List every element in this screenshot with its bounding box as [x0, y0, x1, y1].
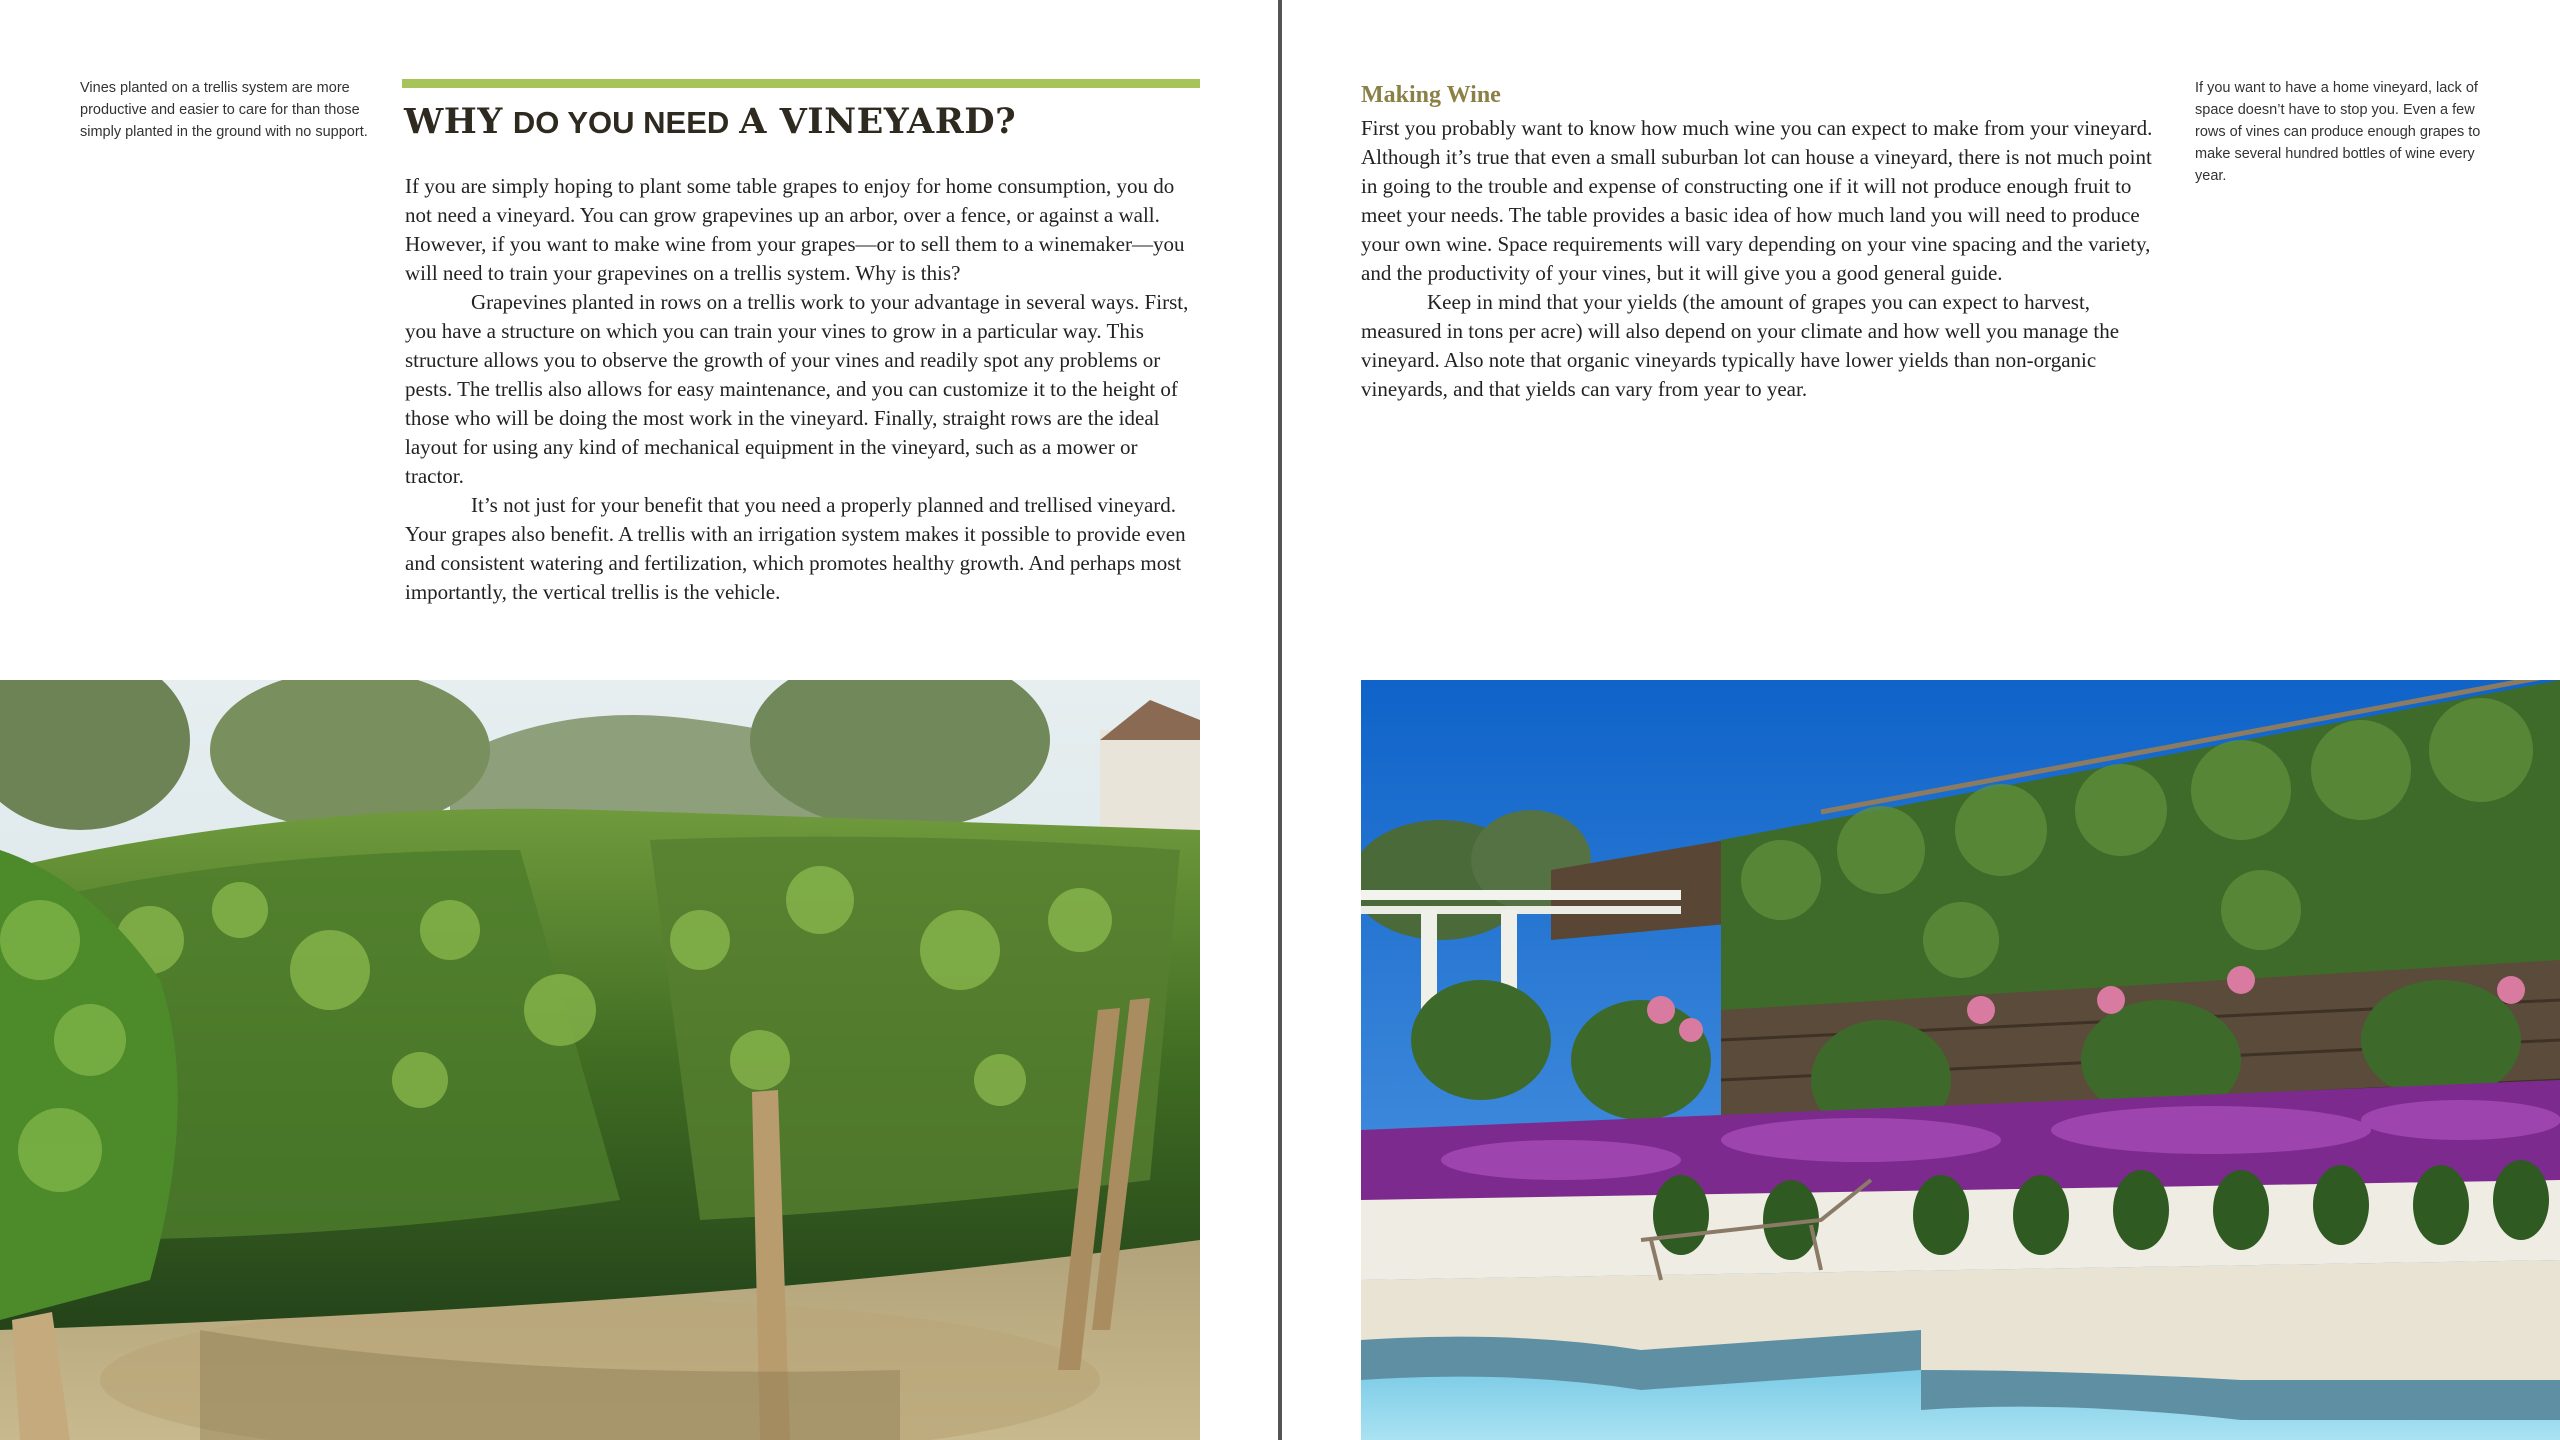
- title-word-a-vineyard: A VINEYARD?: [739, 101, 1017, 142]
- title-word-do-you-need: DO YOU NEED: [512, 105, 730, 140]
- backyard-vineyard-photo: [1361, 680, 2560, 1440]
- left-body-text: [405, 172, 1197, 607]
- right-paragraph-1: First you probably want to know how much wine you can expect to make from your vineyard. Although it’s true that even a small suburban lot can house a vineyard, there is not much point in going to the trouble and expense of constructing one if it will not produce enough fruit to meet your needs. The table provides a basic idea of how much land you will need to produce your own wine. Space requirements will vary depending on your vine spacing and the variety, and the productivity of your vines, but it will give you a good general guide.: [1361, 116, 2153, 285]
- left-paragraph-1: If you are simply hoping to plant some table grapes to enjoy for home consumption, you do not need a vineyard. You can grow grapevines up an arbor, over a fence, or against a wall. However, if you want to make wine from your grapes—or to sell them to a winemaker—you will need to train your grapevines on a trellis system. Why is this?: [405, 174, 1185, 285]
- left-page: [0, 0, 1278, 1440]
- left-sidenote: Vines planted on a trellis system are more productive and easier to care for than those simply planted in the ground with no support.: [80, 80, 368, 140]
- title-word-why: WHY: [404, 101, 503, 142]
- left-paragraph-3: It’s not just for your benefit that you need a properly planned and trellised vineyard. Your grapes also benefit. A trellis with an irrigation system makes it possible to provide even and consistent watering and fertilization, which promotes healthy growth. And perhaps most importantly, the vertical trellis is the vehicle.: [405, 493, 1186, 604]
- right-body-text: [1361, 114, 2171, 404]
- chapter-title: [404, 100, 1224, 145]
- right-paragraph-2: Keep in mind that your yields (the amount of grapes you can expect to harvest, measured in tons per acre) will also depend on your climate and how well you manage the vineyard. Also note that organic vineyards typically have lower yields than non-organic vineyards, and that yields can vary from year to year.: [1361, 290, 2120, 401]
- section-title-making-wine: Making Wine: [1361, 82, 1501, 108]
- left-paragraph-2: Grapevines planted in rows on a trellis work to your advantage in several ways. First, you have a structure on which you can train your vines to grow in a particular way. This structure allows you to observe the growth of your vines and readily spot any problems or pests. The trellis also allows for easy maintenance, and you can customize it to the height of those who will be doing the most work in the vineyard. Finally, straight rows are the ideal layout for using any kind of mechanical equipment in the vineyard, such as a mower or tractor.: [405, 290, 1189, 488]
- vineyard-photo: [0, 680, 1200, 1440]
- title-rule: [402, 79, 1200, 88]
- right-sidenote: If you want to have a home vineyard, lack of space doesn’t have to stop you. Even a few rows of vines can produce enough grapes to make several hundred bottles of wine every year.: [2195, 80, 2481, 184]
- right-page: [1282, 0, 2560, 1440]
